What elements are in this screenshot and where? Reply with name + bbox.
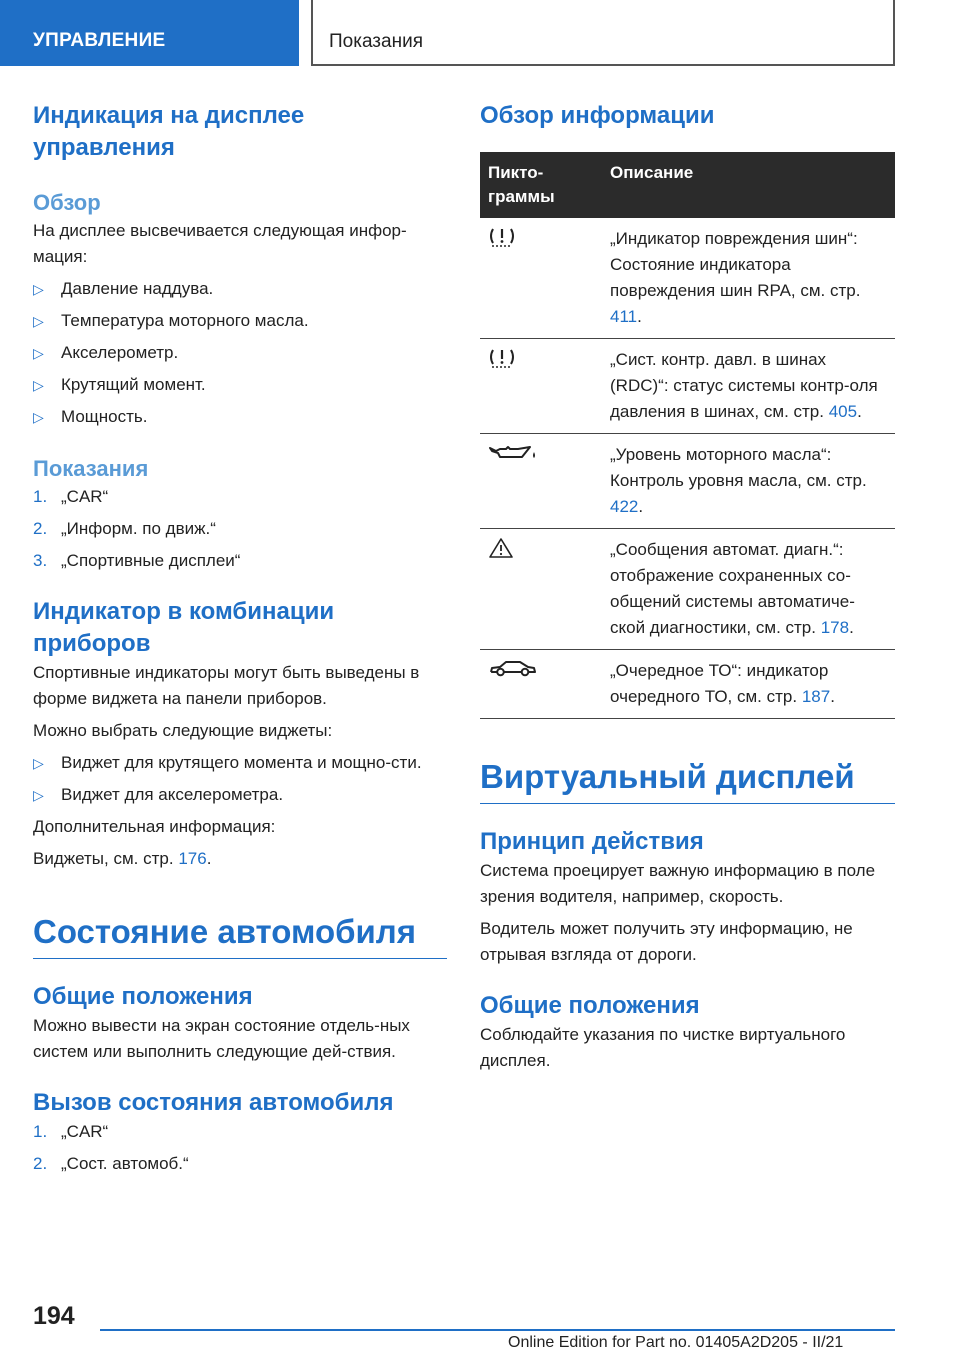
heading-display: Индикация на дисплее управления <box>33 102 305 161</box>
general2-text: Соблюдайте указания по чистке виртуального дисплея. <box>480 1025 846 1070</box>
cluster-text-3: Дополнительная информация: <box>33 817 276 836</box>
left-column <box>33 100 447 1177</box>
cluster-text-2: Можно выбрать следующие виджеты: <box>33 721 333 740</box>
bullet-triangle-icon: ▷ <box>33 313 44 329</box>
warning-triangle-icon <box>488 537 514 559</box>
info-table <box>480 152 895 719</box>
col-header-description: Описание <box>602 152 895 218</box>
cluster-text-4: Виджеты, см. стр. 176. <box>33 849 212 868</box>
bullet-triangle-icon: ▷ <box>33 377 44 393</box>
page-link[interactable]: 405 <box>828 402 858 421</box>
bullet-triangle-icon: ▷ <box>33 755 44 771</box>
tire-warning-icon <box>488 226 516 248</box>
list-item: ▷ Давление наддува. <box>33 276 447 302</box>
page-link[interactable]: 411 <box>610 307 638 326</box>
heading-cluster: Индикатор в комбинации приборов <box>33 598 335 657</box>
car-service-icon <box>488 658 538 680</box>
table-row: „Очередное ТО“: индикатор очередного ТО, см. стр. 187. <box>480 650 895 719</box>
step-item: 3. „Спортивные дисплеи“ <box>33 551 241 570</box>
bullet-triangle-icon: ▷ <box>33 409 44 425</box>
table-row: „Индикатор повреждения шин“: Состояние индикатора повреждения шин RPA, см. стр. 411. <box>480 218 895 339</box>
heading-vehicle-status: Состояние автомобиля <box>33 912 447 959</box>
oil-can-icon <box>488 442 538 464</box>
subsection-tab: Показания <box>311 0 895 66</box>
list-item: ▷ Температура моторного масла. <box>33 308 447 334</box>
cluster-text-1: Спортивные индикаторы могут быть выведены в форме виджета на панели приборов. <box>33 663 420 708</box>
list-item: ▷ Виджет для акселерометра. <box>33 782 447 808</box>
list-item: ▷ Крутящий момент. <box>33 372 447 398</box>
heading-call-status: Вызов состояния автомобиля <box>33 1089 394 1116</box>
table-header-row <box>480 152 895 218</box>
step-item: 2. „Информ. по движ.“ <box>33 519 216 538</box>
step-item: 1. „CAR“ <box>33 1122 109 1141</box>
table-row: „Сообщения автомат. диагн.“: отображение сохраненных со-общений системы автоматиче-ской диагностики, см. стр. 178. <box>480 529 895 650</box>
step-item: 1. „CAR“ <box>33 487 109 506</box>
page-link[interactable]: 176 <box>178 849 207 868</box>
heading-overview: Обзор <box>33 190 101 215</box>
bullet-triangle-icon: ▷ <box>33 281 44 297</box>
list-item: ▷ Мощность. <box>33 404 447 430</box>
general-text: Можно вывести на экран состояние отдель-ных систем или выполнить следующие дей-ствия. <box>33 1016 410 1061</box>
heading-virtual-display: Виртуальный дисплей <box>480 757 895 804</box>
edition-text: Online Edition for Part no. 01405A2D205 - II/21 <box>508 1334 844 1351</box>
right-column <box>480 100 895 1074</box>
heading-readings: Показания <box>33 456 149 481</box>
section-tab: УПРАВЛЕНИЕ <box>0 0 299 66</box>
principle-text-2: Водитель может получить эту информацию, не отрывая взгляда от дороги. <box>480 919 853 964</box>
readings-steps <box>33 484 447 574</box>
list-item: ▷ Виджет для крутящего момента и мощно-сти. <box>33 750 447 776</box>
heading-general-2: Общие положения <box>480 992 700 1019</box>
col-header-icons: Пикто-граммы <box>480 152 602 218</box>
overview-list <box>33 276 447 430</box>
page-link[interactable]: 178 <box>820 618 850 637</box>
list-item: ▷ Акселерометр. <box>33 340 447 366</box>
page-number: 194 <box>33 1302 75 1330</box>
overview-intro: На дисплее высвечивается следующая инфор-мация: <box>33 221 407 266</box>
cluster-list <box>33 750 447 808</box>
page-link[interactable]: 422 <box>610 497 639 516</box>
step-item: 2. „Сост. автомоб.“ <box>33 1154 189 1173</box>
call-steps <box>33 1119 447 1177</box>
heading-general: Общие положения <box>33 983 253 1010</box>
table-row: „Уровень моторного масла“: Контроль уровня масла, см. стр. 422. <box>480 434 895 529</box>
bullet-triangle-icon: ▷ <box>33 345 44 361</box>
principle-text-1: Система проецирует важную информацию в поле зрения водителя, например, скорость. <box>480 861 876 906</box>
footer-divider <box>100 1329 895 1331</box>
heading-info-overview: Обзор информации <box>480 102 715 129</box>
tire-warning-icon <box>488 347 516 369</box>
heading-principle: Принцип действия <box>480 828 704 855</box>
bullet-triangle-icon: ▷ <box>33 787 44 803</box>
table-row: „Сист. контр. давл. в шинах (RDC)“: статус системы контр-оля давления в шинах, см. стр. 405. <box>480 339 895 434</box>
page-link[interactable]: 187 <box>801 687 831 706</box>
